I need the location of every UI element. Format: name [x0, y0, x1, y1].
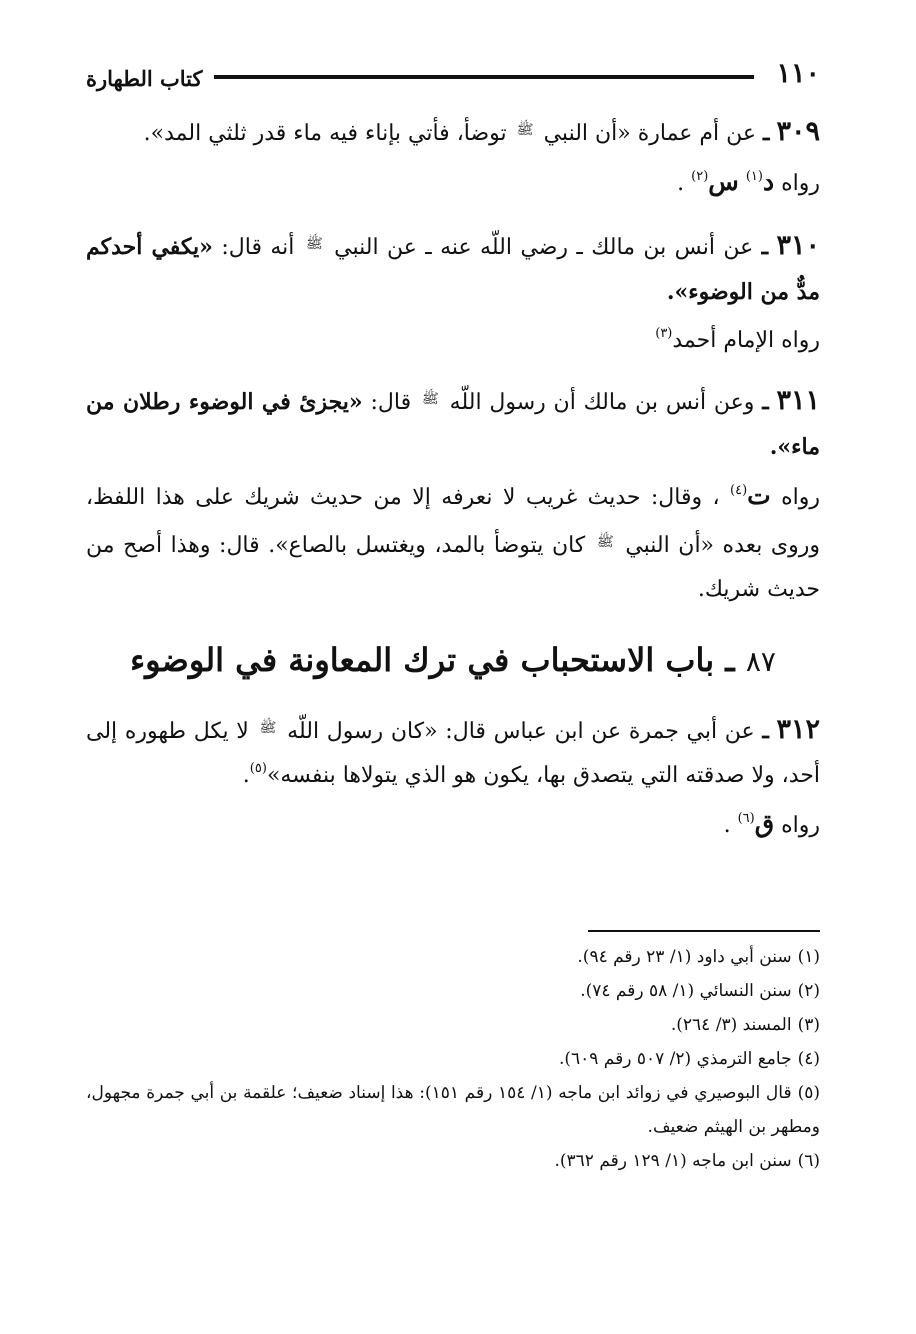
salawat-glyph: ﷺ: [516, 122, 534, 138]
hadith-text-part: توضأ، فأتي بإناء فيه ماء قدر ثلثي المد».: [143, 121, 507, 146]
footnote-number: (٦): [797, 1151, 820, 1171]
end-period: .: [723, 813, 731, 838]
chapter-number: ٨٧: [745, 645, 776, 678]
hadith-311: [86, 377, 820, 612]
footnote-number: (٤): [797, 1049, 820, 1069]
footnote-item: [86, 974, 820, 1008]
hadith-312: [86, 706, 820, 848]
hadith-309: [86, 108, 820, 206]
chapter-dash: ـ: [725, 641, 735, 679]
hadith-text-part: وعن أنس بن مالك أن رسول اللّه: [449, 390, 755, 415]
footnote-item: [86, 1042, 820, 1076]
hadith-quote: «يجزئ في الوضوء رطلان من ماء».: [86, 389, 820, 460]
footnote-item: [86, 1008, 820, 1042]
riwaya-comment: كان يتوضأ بالمد، ويغتسل بالصاع». قال: وهذا أصح من حديث شريك.: [86, 533, 820, 602]
riwaya-lead: رواه: [781, 171, 820, 196]
salawat-glyph: ﷺ: [421, 391, 439, 407]
footnotes-list: [86, 940, 820, 1178]
chapter-heading: [86, 630, 820, 692]
hadith-text: [86, 706, 820, 798]
riwaya-comment: ، وقال: حديث غريب لا نعرفه إلا من حديث شريك على هذا اللفظ، وروى بعده «أن النبي: [86, 485, 821, 558]
source-symbol: ق: [754, 809, 775, 838]
hadith-text-part: عن أبي جمرة عن ابن عباس قال: «كان رسول اللّه: [287, 719, 755, 744]
salawat-glyph: ﷺ: [596, 534, 614, 550]
hadith-text-part: عن أنس بن مالك ـ رضي اللّه عنه ـ عن النبي: [334, 235, 754, 260]
footnote-number: (٣): [797, 1015, 820, 1035]
hadith-number: ٣٠٩: [776, 116, 820, 147]
hadith-number: ٣١١: [776, 385, 821, 416]
page-number: ١١٠: [776, 58, 820, 89]
riwaya-paragraph: [86, 474, 820, 612]
hadith-text: [86, 377, 820, 470]
salawat-glyph: ﷺ: [305, 236, 323, 252]
hadith-310: [86, 222, 820, 363]
footnote-ref[interactable]: (٦): [737, 811, 755, 826]
footnote-text: جامع الترمذي (٢/ ٥٠٧ رقم ٦٠٩).: [558, 1049, 792, 1069]
book-title: كتاب الطهارة: [86, 66, 203, 91]
hadith-text-part: قال:: [370, 390, 412, 415]
footnote-item: [86, 940, 820, 974]
dash-separator: ـ: [761, 234, 769, 260]
source-symbol: س: [708, 167, 739, 196]
riwaya-lead: رواه: [781, 485, 820, 510]
chapter-title: باب الاستحباب في ترك المعاونة في الوضوء: [130, 641, 715, 679]
end-period: .: [677, 171, 685, 196]
riwaya-line: [86, 802, 820, 848]
dash-separator: ـ: [763, 120, 770, 146]
salawat-glyph: ﷺ: [259, 720, 277, 736]
hadith-number: ٣١٠: [776, 230, 820, 261]
footnote-text: سنن ابن ماجه (١/ ١٢٩ رقم ٣٦٢).: [554, 1151, 792, 1171]
footnote-ref[interactable]: (٢): [691, 169, 709, 184]
source-symbol: د: [762, 167, 775, 196]
hadith-quote: «يكفي أحدكم مدٌّ من الوضوء».: [86, 234, 820, 305]
footnote-text: قال البوصيري في زوائد ابن ماجه (١/ ١٥٤ رقم ١٥١): هذا إسناد ضعيف؛ علقمة بن أبي جمرة مجهول، ومطهر بن الهيثم ضعيف.: [86, 1083, 820, 1137]
footnote-item: [86, 1144, 820, 1178]
dash-separator: ـ: [762, 718, 769, 744]
footnote-text: سنن النسائي (١/ ٥٨ رقم ٧٤).: [580, 981, 792, 1001]
hadith-text: [86, 222, 820, 315]
footnote-text: المسند (٣/ ٢٦٤).: [670, 1015, 792, 1035]
footnote-ref[interactable]: (١): [745, 169, 763, 184]
body-text: [86, 108, 820, 848]
header-rule: [214, 75, 754, 79]
footnote-number: (٢): [797, 981, 820, 1001]
footnote-rule: [588, 930, 820, 932]
hadith-text-part: عن أم عمارة «أن النبي: [543, 121, 757, 146]
riwaya-line: [86, 160, 820, 206]
end-period: .: [242, 763, 250, 788]
hadith-number: ٣١٢: [776, 714, 820, 745]
riwaya-lead: رواه: [781, 813, 820, 838]
footnote-ref[interactable]: (٤): [730, 483, 748, 498]
running-header: [86, 58, 820, 100]
footnote-number: (٥): [797, 1083, 820, 1103]
dash-separator: ـ: [762, 389, 769, 415]
footnote-ref[interactable]: (٣): [655, 326, 673, 341]
footnote-item: [86, 1076, 820, 1144]
footnote-ref[interactable]: (٥): [249, 761, 267, 776]
footnote-text: سنن أبي داود (١/ ٢٣ رقم ٩٤).: [577, 947, 792, 967]
footnote-number: (١): [797, 947, 820, 967]
riwaya-line: [86, 319, 820, 363]
hadith-text-part: لا يكل طهوره إلى أحد، ولا صدقته التي يتصدق بها، يكون هو الذي يتولاها بنفسه»: [86, 719, 820, 788]
hadith-text: [86, 108, 820, 156]
source-symbol: ت: [747, 481, 771, 510]
hadith-text-part: أنه قال:: [221, 235, 295, 260]
riwaya-lead: رواه الإمام أحمد: [672, 328, 820, 353]
